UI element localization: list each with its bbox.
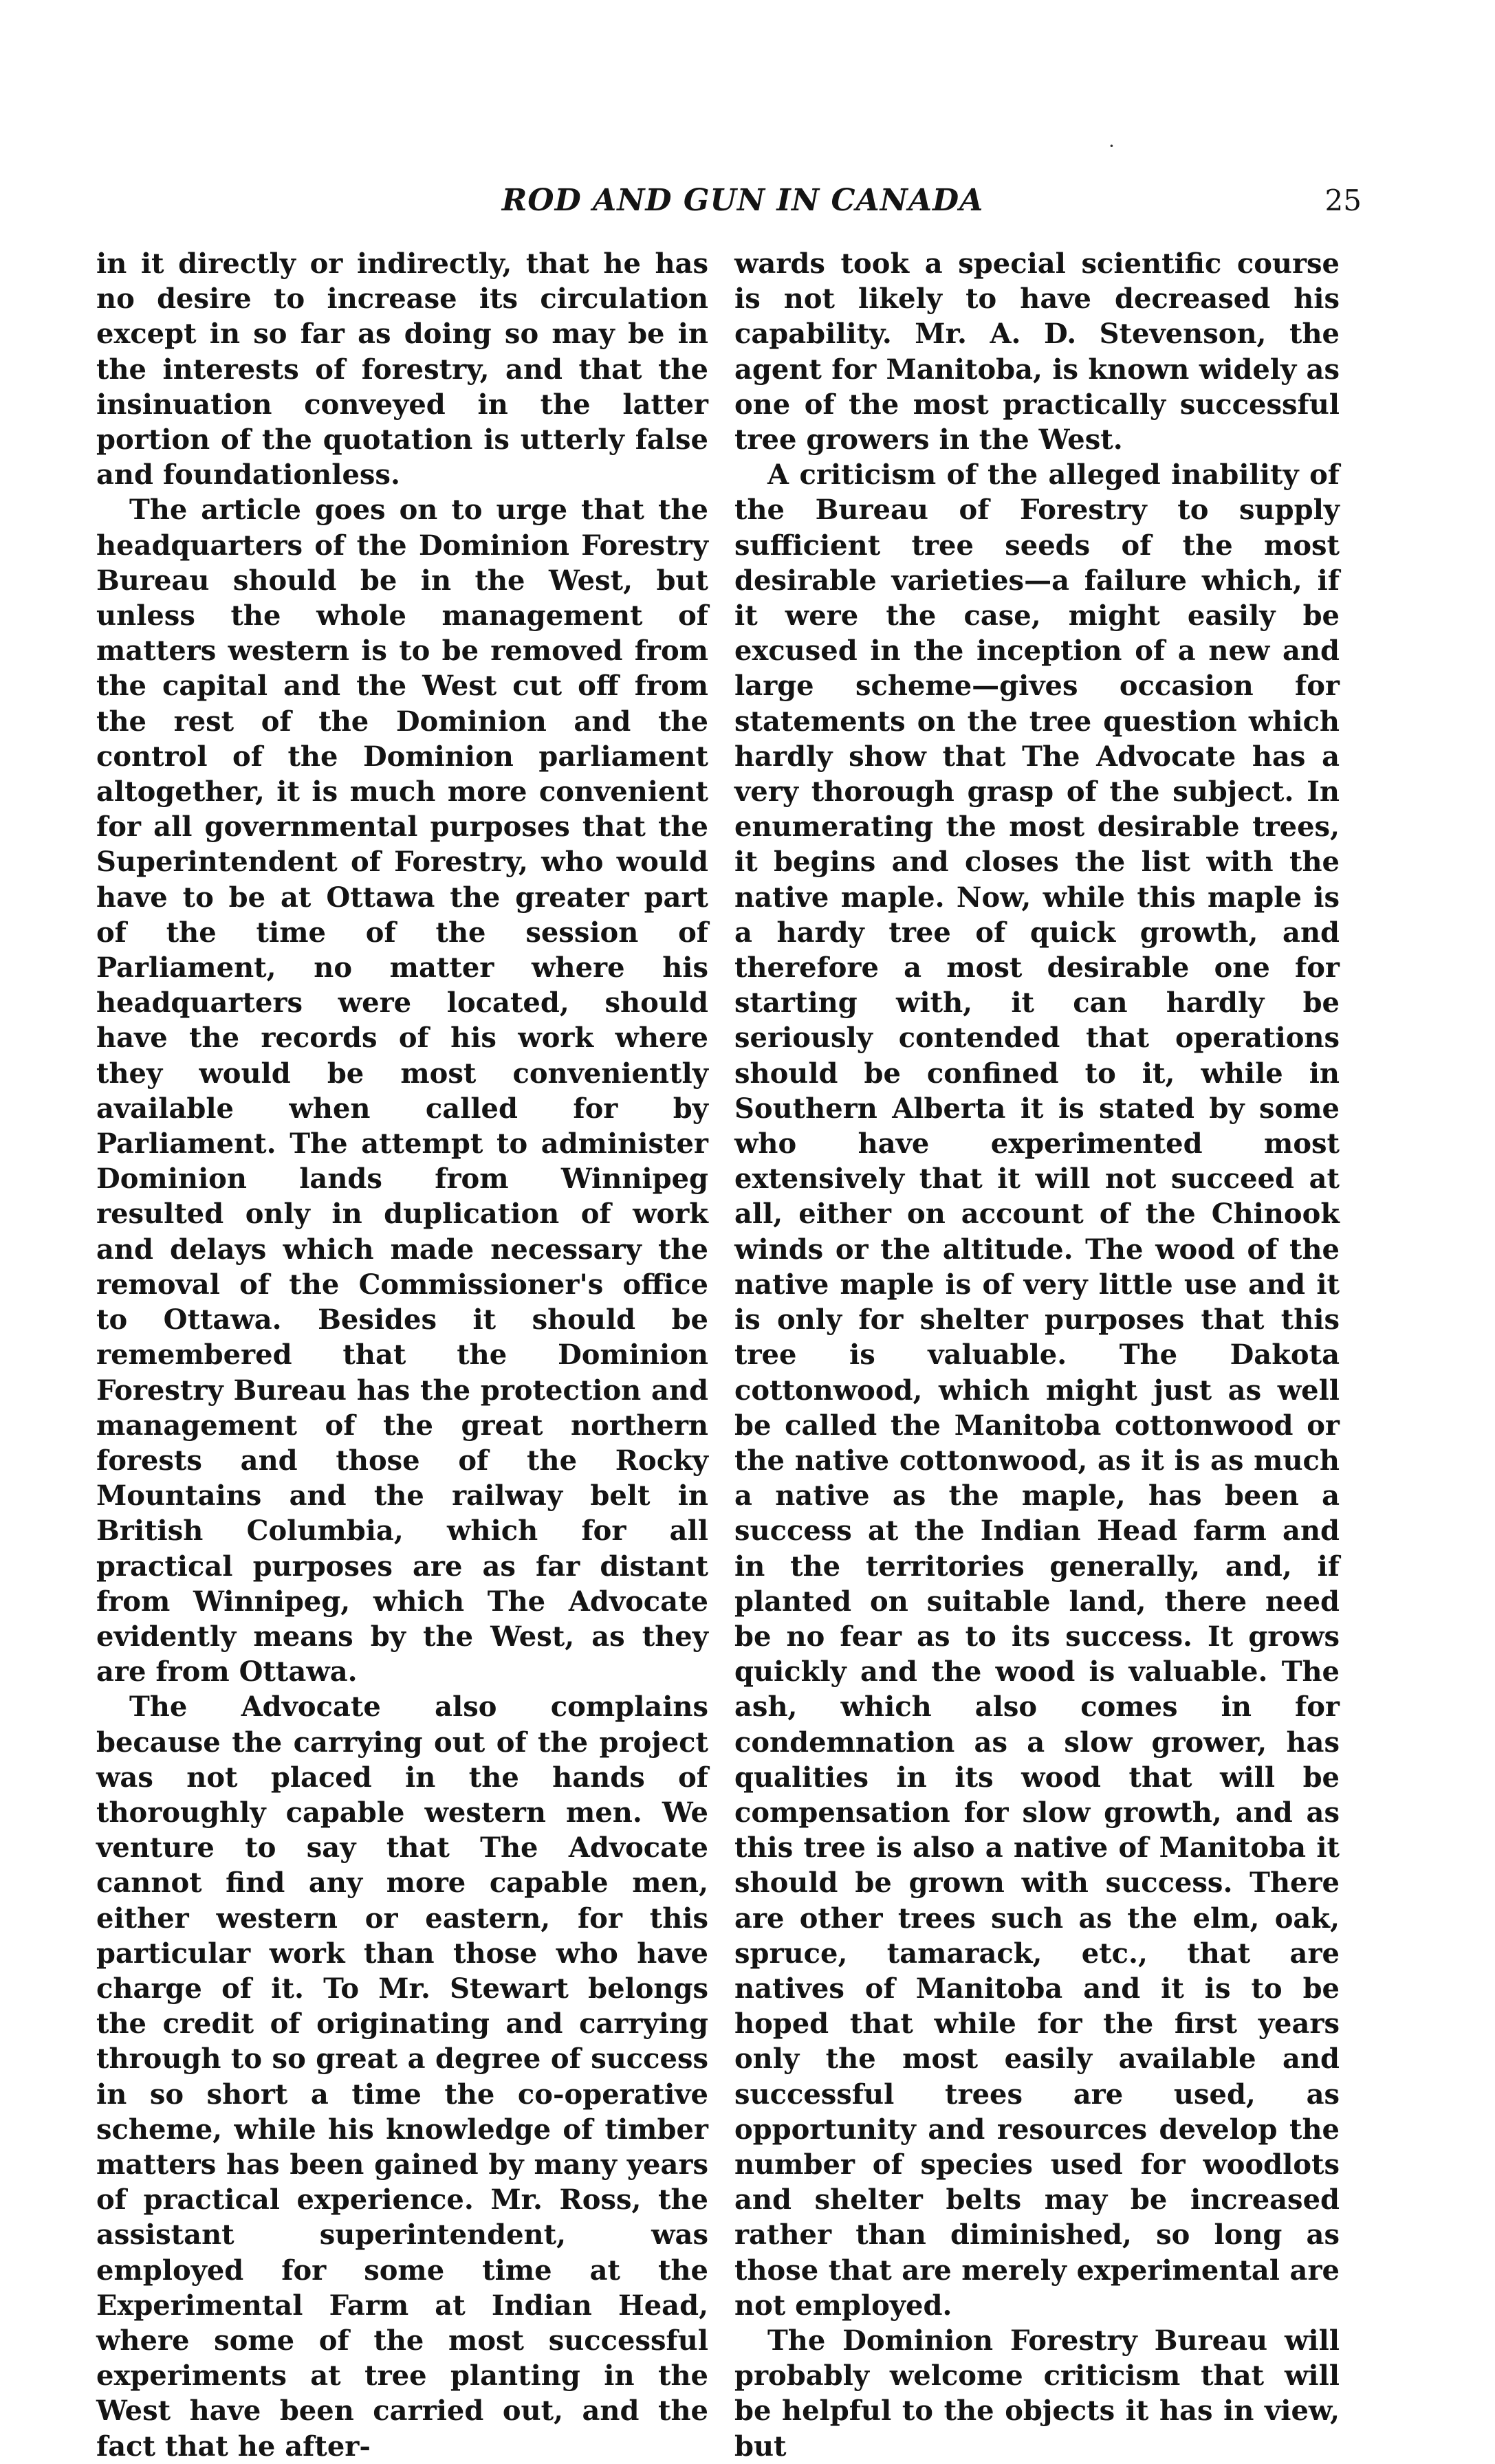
right-column [734, 246, 1340, 2463]
paragraph: The Dominion Forestry Bureau will probably welcome criticism that will be helpful to the objects it has in view, but [734, 2324, 1340, 2463]
page-number: 25 [1324, 184, 1362, 217]
left-column [96, 246, 708, 2463]
paragraph: The article goes on to urge that the headquarters of the Dominion Forestry Bureau should be in the West, but unless the whole management of matters western is to be removed from the capital and the West cut off from the rest of the Dominion and the control of the Dominion parliament altogether, it is much more convenient for all governmental purposes that the Superintendent of Forestry, who would have to be at Ottawa the greater part of the time of the session of Parliament, no matter where his headquarters were located, should have the records of his work where they would be most conveniently available when called for by Parliament. The attempt to administer Dominion lands from Winnipeg resulted only in duplication of work and delays which made necessary the removal of the Commissioner's office to Ottawa. Besides it should be remembered that the Dominion Forestry Bureau has the protection and management of the great northern forests and those of the Rocky Mountains and the railway belt in British Columbia, which for all practical purposes are as far distant from Winnipeg, which The Advocate evidently means by the West, as they are from Ottawa. [96, 494, 708, 1688]
paragraph: The Advocate also complains because the carrying out of the project was not placed in the hands of thoroughly capable western men. We venture to say that The Advocate cannot find any more capable men, either western or eastern, for this particular work than those who have charge of it. To Mr. Stewart belongs the credit of originating and carrying through to so great a degree of success in so short a time the co-operative scheme, while his knowledge of timber matters has been gained by many years of practical experience. Mr. Ross, the assistant superintendent, was employed for some time at the Experimental Farm at Indian Head, where some of the most successful experiments at tree planting in the West have been carried out, and the fact that he after- [96, 1691, 708, 2463]
stray-mark: · [1109, 135, 1115, 157]
journal-title: ROD AND GUN IN CANADA [501, 183, 984, 218]
running-header [0, 180, 1495, 221]
paragraph: in it directly or indirectly, that he has no desire to increase its circulation except in so far as doing so may be in the interests of forestry, and that the insinuation conveyed in the latter portion of the quotation is utterly false and foundationless. [96, 248, 708, 492]
paragraph: A criticism of the alleged inability of the Bureau of Forestry to supply sufficient tree seeds of the most desirable varieties—a failure which, if it were the case, might easily be excused in the inception of a new and large scheme—gives occasion for statements on the tree question which hardly show that The Advocate has a very thorough grasp of the subject. In enumerating the most desirable trees, it begins and closes the list with the native maple. Now, while this maple is a hardy tree of quick growth, and therefore a most desirable one for starting with, it can hardly be seriously contended that operations should be confined to it, while in Southern Alberta it is stated by some who have experimented most extensively that it will not succeed at all, either on account of the Chinook winds or the altitude. The wood of the native maple is of very little use and it is only for shelter purposes that this tree is valuable. The Dakota cottonwood, which might just as well be called the Manitoba cottonwood or the native cottonwood, as it is as much a native as the maple, has been a success at the Indian Head farm and in the territories generally, and, if planted on suitable land, there need be no fear as to its success. It grows quickly and the wood is valuable. The ash, which also comes in for condemnation as a slow grower, has qualities in its wood that will be compensation for slow growth, and as this tree is also a native of Manitoba it should be grown with success. There are other trees such as the elm, oak, spruce, tamarack, etc., that are natives of Manitoba and it is to be hoped that while for the first years only the most easily available and successful trees are used, as opportunity and resources develop the number of species used for woodlots and shelter belts may be increased rather than diminished, so long as those that are merely experimental are not employed. [734, 459, 1340, 2322]
paragraph: wards took a special scientific course is not likely to have decreased his capability. Mr. A. D. Stevenson, the agent for Manitoba, is known widely as one of the most practically successful tree growers in the West. [734, 248, 1340, 456]
